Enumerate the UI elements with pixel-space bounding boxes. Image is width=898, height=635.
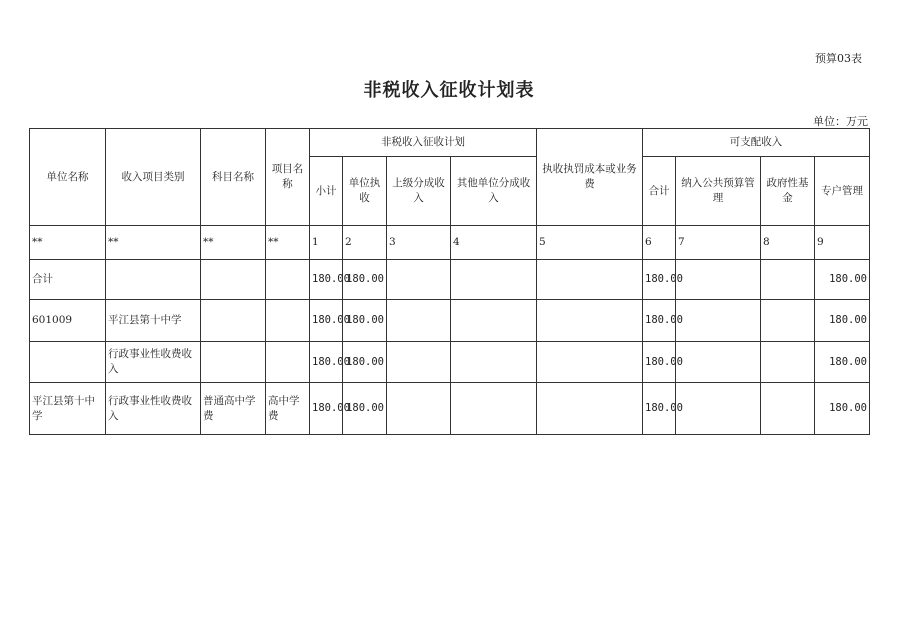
cell-unit: 601009 [30, 300, 106, 342]
cell-unit-collect: 180.00 [343, 300, 387, 342]
index-cell: 1 [310, 226, 343, 260]
cell-subject [201, 300, 266, 342]
cell-subtotal: 180.00 [310, 300, 343, 342]
cell-subject [201, 260, 266, 300]
header-subject-name: 科目名称 [201, 129, 266, 226]
cell-subtotal: 180.00 [310, 342, 343, 383]
cell-item [266, 260, 310, 300]
header-subtotal: 小计 [310, 157, 343, 226]
cell-total: 180.00 [643, 383, 676, 435]
header-unit-collect: 单位执收 [343, 157, 387, 226]
table-row [30, 260, 870, 300]
cell-fund [761, 300, 815, 342]
cell-total: 180.00 [643, 260, 676, 300]
cell-item: 高中学费 [266, 383, 310, 435]
index-row [30, 226, 870, 260]
cell-special: 180.00 [815, 300, 870, 342]
cell-special: 180.00 [815, 342, 870, 383]
index-cell: 7 [676, 226, 761, 260]
header-unit-name: 单位名称 [30, 129, 106, 226]
index-cell: 4 [451, 226, 537, 260]
cell-other [451, 300, 537, 342]
cell-special: 180.00 [815, 383, 870, 435]
index-cell: ** [106, 226, 201, 260]
index-cell: 9 [815, 226, 870, 260]
cell-unit-collect: 180.00 [343, 260, 387, 300]
header-total: 合计 [643, 157, 676, 226]
table-row [30, 300, 870, 342]
cell-upper [387, 383, 451, 435]
index-cell: ** [266, 226, 310, 260]
cell-upper [387, 300, 451, 342]
index-cell: ** [201, 226, 266, 260]
cell-subject [201, 342, 266, 383]
cell-public [676, 260, 761, 300]
cell-cost [537, 260, 643, 300]
form-number: 预算03表 [815, 52, 862, 65]
unit-label: 单位：万元 [813, 115, 868, 128]
header-disposable-group: 可支配收入 [643, 129, 870, 157]
cell-category: 行政事业性收费收入 [106, 342, 201, 383]
table-row [30, 342, 870, 383]
cell-unit: 合计 [30, 260, 106, 300]
cell-subject: 普通高中学费 [201, 383, 266, 435]
header-penalty-cost: 执收执罚成本或业务费 [537, 129, 643, 226]
cell-subtotal: 180.00 [310, 383, 343, 435]
cell-fund [761, 342, 815, 383]
page-title: 非税收入征收计划表 [363, 80, 535, 101]
cell-unit [30, 342, 106, 383]
header-special-mgmt: 专户管理 [815, 157, 870, 226]
cell-category: 行政事业性收费收入 [106, 383, 201, 435]
index-cell: 2 [343, 226, 387, 260]
index-cell: 5 [537, 226, 643, 260]
cell-upper [387, 342, 451, 383]
cell-total: 180.00 [643, 342, 676, 383]
index-cell: ** [30, 226, 106, 260]
cell-public [676, 342, 761, 383]
cell-category: 平江县第十中学 [106, 300, 201, 342]
cell-other [451, 342, 537, 383]
cell-fund [761, 383, 815, 435]
index-cell: 6 [643, 226, 676, 260]
header-other-share: 其他单位分成收入 [451, 157, 537, 226]
cell-public [676, 300, 761, 342]
cell-cost [537, 342, 643, 383]
cell-total: 180.00 [643, 300, 676, 342]
cell-cost [537, 300, 643, 342]
cell-item [266, 342, 310, 383]
cell-unit: 平江县第十中学 [30, 383, 106, 435]
cell-subtotal: 180.00 [310, 260, 343, 300]
table-row [30, 383, 870, 435]
header-public-budget: 纳入公共预算管理 [676, 157, 761, 226]
cell-item [266, 300, 310, 342]
cell-category [106, 260, 201, 300]
cell-fund [761, 260, 815, 300]
budget-table [29, 128, 870, 435]
cell-upper [387, 260, 451, 300]
header-item-name: 项目名称 [266, 129, 310, 226]
cell-public [676, 383, 761, 435]
cell-unit-collect: 180.00 [343, 383, 387, 435]
header-upper-share: 上级分成收入 [387, 157, 451, 226]
cell-cost [537, 383, 643, 435]
cell-other [451, 383, 537, 435]
header-income-category: 收入项目类别 [106, 129, 201, 226]
cell-special: 180.00 [815, 260, 870, 300]
index-cell: 8 [761, 226, 815, 260]
index-cell: 3 [387, 226, 451, 260]
header-plan-group: 非税收入征收计划 [310, 129, 537, 157]
header-gov-fund: 政府性基金 [761, 157, 815, 226]
cell-other [451, 260, 537, 300]
cell-unit-collect: 180.00 [343, 342, 387, 383]
